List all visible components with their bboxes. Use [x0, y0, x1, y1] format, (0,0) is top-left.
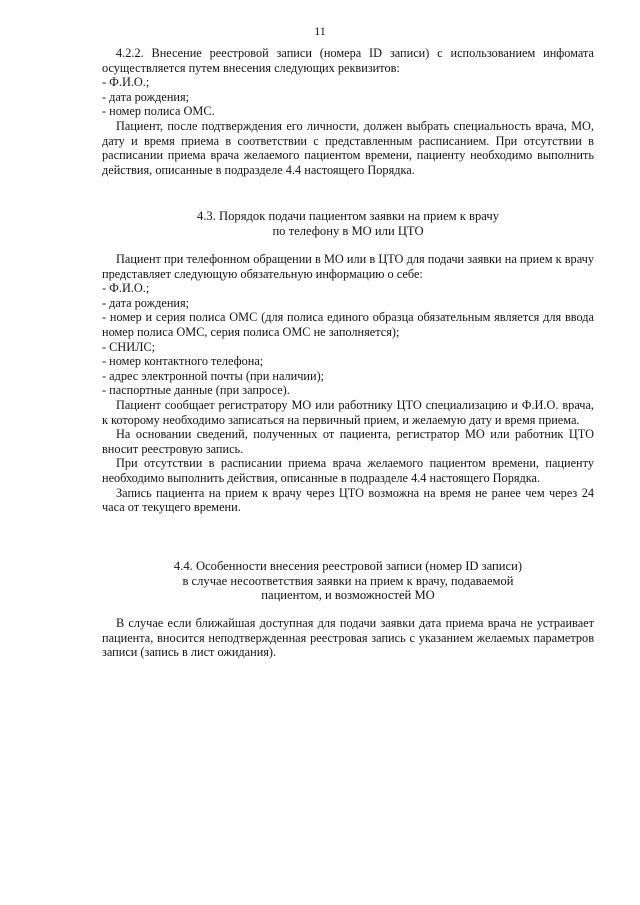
heading-line: 4.4. Особенности внесения реестровой записи (номер ID записи)	[173, 559, 523, 573]
section-4-4-body	[102, 616, 594, 660]
heading-line: по телефону в МО или ЦТО	[272, 223, 424, 238]
list-item: - номер контактного телефона;	[102, 354, 264, 369]
section-4-3-paragraph: На основании сведений, полученных от пациента, регистратор МО или работник ЦТО вносит реестровую запись.	[102, 427, 594, 456]
section-4-4-heading	[102, 559, 594, 603]
list-item: - Ф.И.О.;	[102, 281, 150, 296]
section-4-2-2	[102, 46, 594, 177]
list-item: - дата рождения;	[102, 89, 190, 104]
heading-line: пациентом, и возможностей МО	[261, 588, 435, 603]
section-4-4-paragraph: В случае если ближайшая доступная для подачи заявки дата приема врача не устраивает пациента, вносится неподтвержденная реестровая запись с указанием желаемых параметров записи (запись в лист ожидания).	[102, 616, 594, 660]
heading-line: в случае несоответствия заявки на прием к врачу, подаваемой	[182, 573, 514, 588]
section-4-3-intro: Пациент при телефонном обращении в МО или в ЦТО для подачи заявки на прием к врачу представляет следующую обязательную информацию о себе:	[102, 252, 594, 281]
page-number: 11	[314, 24, 326, 38]
section-4-3-heading	[102, 209, 594, 238]
section-4-2-2-paragraph: Пациент, после подтверждения его личности, должен выбрать специальность врача, МО, дату и время приема в соответствии с представленным расписанием. При отсутствии в расписании приема врача желаемого пациентом времени, пациенту необходимо выполнить действия, описанные в подразделе 4.4 настоящего Порядка.	[102, 118, 594, 177]
section-4-2-2-intro: 4.2.2. Внесение реестровой записи (номера ID записи) с использованием инфомата осуществляется путем внесения следующих реквизитов:	[102, 46, 594, 75]
list-item: - Ф.И.О.;	[102, 75, 150, 90]
heading-line: 4.3. Порядок подачи пациентом заявки на прием к врачу	[196, 209, 500, 223]
list-item: - номер и серия полиса ОМС (для полиса единого образца обязательным является для ввода номер полиса ОМС, серия полиса ОМС не заполняется);	[102, 310, 594, 339]
list-item: - СНИЛС;	[102, 339, 156, 354]
list-item: - дата рождения;	[102, 295, 190, 310]
section-4-3-paragraph: При отсутствии в расписании приема врача желаемого пациентом времени, пациенту необходимо выполнить действия, описанные в подразделе 4.4 настоящего Порядка.	[102, 456, 594, 485]
section-4-3-body	[102, 252, 594, 515]
list-item: - адрес электронной почты (при наличии);	[102, 368, 325, 383]
list-item: - номер полиса ОМС.	[102, 104, 215, 119]
list-item: - паспортные данные (при запросе).	[102, 383, 290, 398]
section-4-3-paragraph: Пациент сообщает регистратору МО или работнику ЦТО специализацию и Ф.И.О. врача, к которому необходимо записаться на первичный прием, и желаемую дату и время приема.	[102, 397, 594, 427]
section-4-3-paragraph: Запись пациента на прием к врачу через ЦТО возможна на время не ранее чем через 24 часа от текущего времени.	[102, 485, 594, 515]
